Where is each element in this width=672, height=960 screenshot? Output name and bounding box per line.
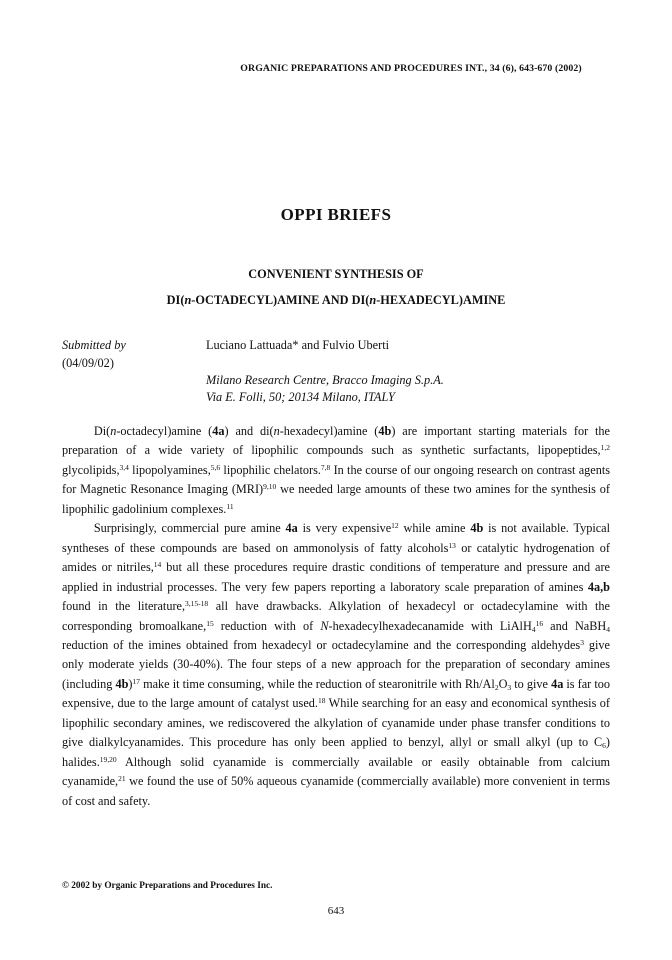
- submission-date: (04/09/02): [62, 356, 114, 370]
- submitted-by-label: Submitted by: [62, 338, 126, 352]
- article-title-line-2: DI(n-OCTADECYL)AMINE AND DI(n-HEXADECYL)AMINE: [166, 293, 506, 307]
- affiliation-line-1: Milano Research Centre, Bracco Imaging S.p.A.: [206, 373, 444, 387]
- article-title: [0, 261, 672, 313]
- page-number: 643: [327, 905, 345, 917]
- paragraph-1: Di(n-octadecyl)amine (4a) and di(n-hexadecyl)amine (4b) are important starting materials for the preparation of a wide variety of lipophilic compounds such as synthetic surfactants, lipopeptides,$^{1,2}$ glycolipids,$^{3,4}$ lipopolyamines,$^{5,6}$ lipophilic chelators.$^{7,8}$ In the course of our ongoing research on contrast agents for Magnetic Resonance Imaging (MRI)$^{9,10}$ we needed large amounts of these two amines for the synthesis of lipophilic gadolinium complexes.$^{11}$: [62, 424, 610, 516]
- author-list: Luciano Lattuada* and Fulvio Uberti: [206, 338, 390, 352]
- copyright-notice: © 2002 by Organic Preparations and Procedures Inc.: [62, 881, 273, 891]
- running-head: ORGANIC PREPARATIONS AND PROCEDURES INT., 34 (6), 643-670 (2002): [240, 63, 582, 74]
- affiliation-line-2: Via E. Folli, 50; 20134 Milano, ITALY: [206, 390, 395, 404]
- paragraph-2: Surprisingly, commercial pure amine 4a is very expensive$^{12}$ while amine 4b is not available. Typical syntheses of these compounds are based on ammonolysis of fatty alcohols$^{13}$ or catalytic hydrogenation of amides or nitriles,$^{14}$ but all these procedures require drastic conditions of temperature and pressure and are applied in industrial processes. The very few papers reporting a laboratory scale preparation of amines 4a,b found in the literature,$^{3,15-18}$ all have drawbacks. Alkylation of hexadecyl or octadecylamine with the corresponding bromoalkane,$^{15}$ reduction with of N-hexadecylhexadecanamide with LiAlH$_4^{16}$ and NaBH$_4$ reduction of the imines obtained from hexadecyl or octadecylamine and the corresponding aldehydes$^3$ give only moderate yields (30-40%). The four steps of a new approach for the preparation of secondary amines (including 4b)$^{17}$ make it time consuming, while the reduction of stearonitrile with $Rh/Al_2O_3$ to give 4a is far too expensive, due to the large amount of catalyst used.$^{18}$ While searching for an easy and economical synthesis of lipophilic secondary amines, we rediscovered the alkylation of cyanamide under phase transfer conditions to give dialkylcyanamides. This procedure has only been applied to benzyl, allyl or small alkyl (up to $C_6$) halides.$^{19,20}$ Although solid cyanamide is commercially available or easily obtainable from calcium cyanamide,$^{21}$ we found the use of 50% aqueous cyanamide (commercially available) more convenient in terms of cost and safety.: [62, 521, 611, 808]
- author-affiliation: [206, 372, 444, 406]
- article-title-line-1: CONVENIENT SYNTHESIS OF: [248, 267, 424, 281]
- article-body: [62, 422, 610, 811]
- section-title: OPPI BRIEFS: [280, 205, 392, 224]
